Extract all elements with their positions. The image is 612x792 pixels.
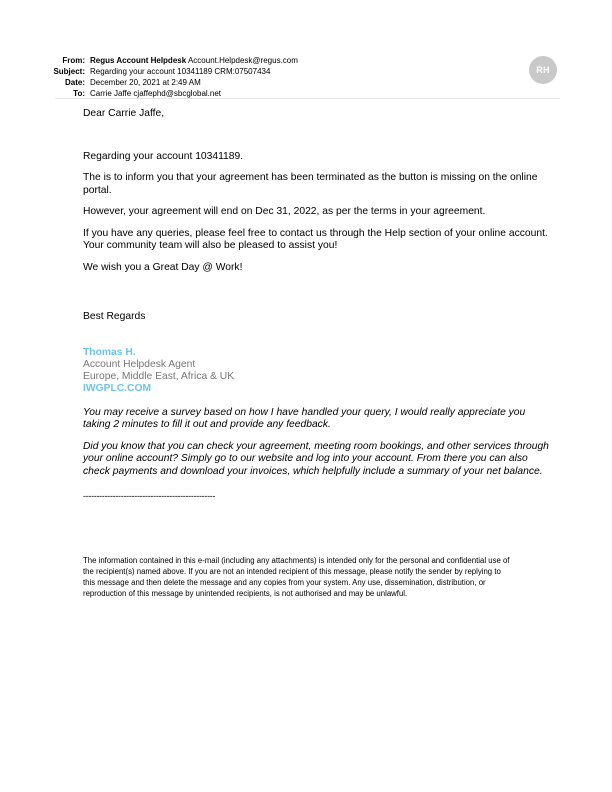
subject-label: Subject: [53, 67, 85, 76]
from-row [0, 55, 612, 66]
subject-row [0, 66, 612, 77]
survey-paragraph: You may receive a survey based on how I have handled your query, I would really appreciate you taking 2 minutes to fill it out and provide any feedback. [83, 406, 526, 430]
signature-title: Account Helpdesk Agent [83, 358, 196, 370]
termination-paragraph: The is to inform you that your agreement has been terminated as the button is missing on the online portal. [83, 172, 538, 196]
email-body [83, 108, 553, 503]
date-value: December 20, 2021 at 2:49 AM [90, 78, 201, 87]
subject-value: Regarding your account 10341189 CRM:07507434 [90, 67, 271, 76]
signature-name: Thomas H. [83, 346, 136, 358]
date-row [0, 77, 612, 88]
queries-paragraph: If you have any queries, please feel free to contact us through the Help section of your online account. Your community team will also be pleased to assist you! [83, 227, 548, 251]
sender-email[interactable]: Account.Helpdesk@regus.com [187, 56, 298, 65]
email-header [0, 55, 612, 99]
from-value [90, 55, 298, 66]
signature-block [83, 347, 553, 395]
sender-name: Regus Account Helpdesk [90, 56, 187, 65]
header-divider [55, 98, 560, 99]
sender-avatar: RH [529, 56, 557, 84]
dashed-separator: ------------------------------------------------- [83, 491, 216, 501]
legal-disclaimer: The information contained in this e-mail (including any attachments) is intended only for the personal and confidential use of the recipient(s) named above. If you are not an intended recipient of this message, please notify the sender by replying to this message and then delete the message and any copies from your system. Any use, dissemination, distribution, or reproduction of this message by unintended recipients, is not authorised and may be unlawful. [83, 556, 510, 598]
account-line: Regarding your account 10341189. [83, 150, 244, 162]
to-label: To: [73, 89, 85, 98]
signature-region: Europe, Middle East, Africa & UK [83, 370, 235, 382]
to-value[interactable]: Carrie Jaffe cjaffephd@sbcglobal.net [90, 89, 222, 98]
signature-website-link[interactable]: IWGPLC.COM [83, 382, 152, 394]
wish-paragraph: We wish you a Great Day @ Work! [83, 261, 243, 273]
closing: Best Regards [83, 311, 146, 322]
greeting: Dear Carrie Jaffe, [83, 108, 165, 119]
end-date-paragraph: However, your agreement will end on Dec 31, 2022, as per the terms in your agreement. [83, 206, 486, 217]
did-you-know-paragraph: Did you know that you can check your agreement, meeting room bookings, and other services through your online account? Simply go to our website and log into your account. From there you can also check payments and download your invoices, which helpfully include a summary of your net balance. [83, 440, 549, 477]
date-label: Date: [64, 78, 85, 87]
from-label: From: [62, 56, 85, 65]
